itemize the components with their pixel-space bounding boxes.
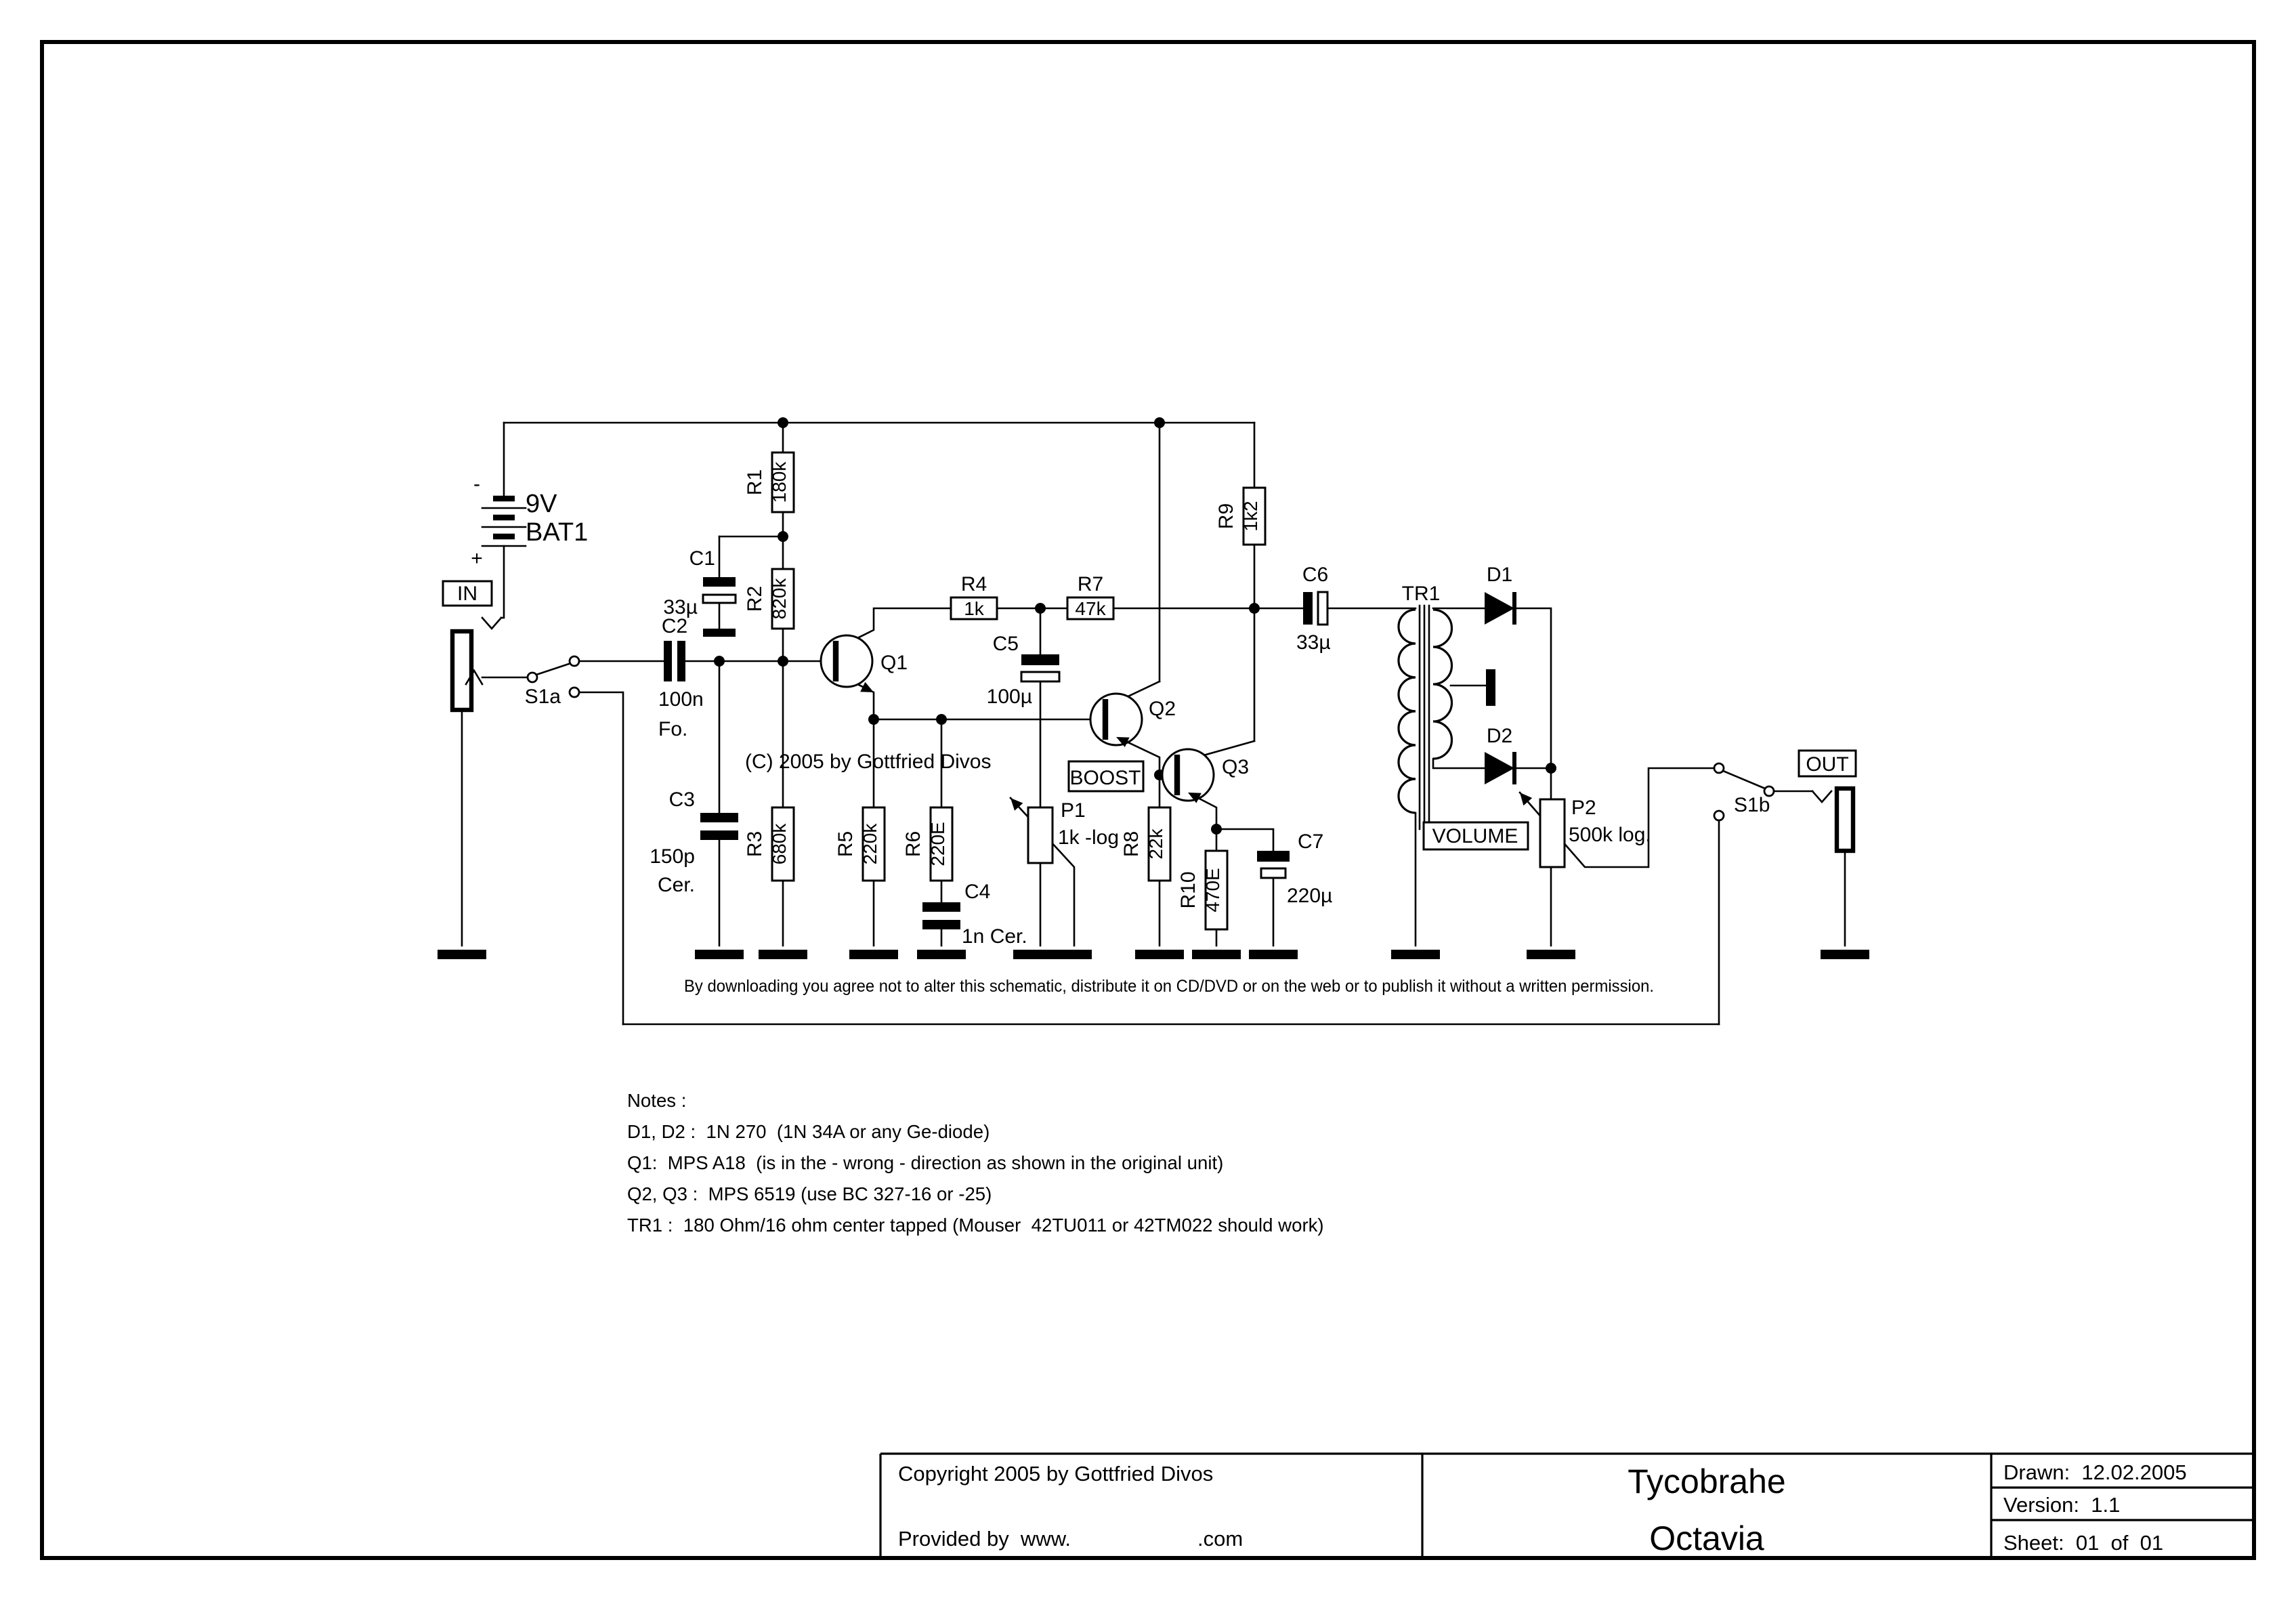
- capacitor-c3: [650, 788, 738, 896]
- r7-designator: R7: [1077, 573, 1104, 595]
- r10-designator: R10: [1177, 871, 1199, 909]
- r1-value: 180k: [769, 461, 790, 503]
- output-jack: [1799, 751, 1856, 851]
- c7-designator: C7: [1298, 830, 1324, 853]
- resistor-r8: [1120, 807, 1170, 881]
- c3-designator: C3: [668, 788, 695, 811]
- r4-designator: R4: [960, 573, 987, 595]
- tr1-centertap-ground: [1486, 669, 1495, 706]
- c2-designator: C2: [661, 615, 688, 637]
- tr1-label: TR1: [1401, 583, 1441, 605]
- resistor-r10: [1177, 851, 1227, 929]
- d1-designator: D1: [1486, 564, 1513, 586]
- c6-designator: C6: [1302, 564, 1329, 586]
- inline-copyright: (C) 2005 by Gottfried Divos: [745, 751, 992, 773]
- capacitor-c4: [922, 881, 1027, 948]
- resistor-r1: [744, 452, 794, 512]
- r6-value: 220E: [927, 822, 948, 866]
- c5-value: 100µ: [986, 686, 1032, 708]
- r9-designator: R9: [1215, 503, 1237, 530]
- ground-bars: [438, 950, 1869, 959]
- d2-designator: D2: [1486, 725, 1513, 747]
- boost-label-box: [1069, 761, 1143, 791]
- r10-value: 470E: [1202, 868, 1223, 912]
- diode-d2: [1485, 725, 1514, 784]
- r5-designator: R5: [834, 830, 857, 858]
- c3-note: Cer.: [657, 874, 695, 896]
- c7-value: 220µ: [1287, 885, 1333, 907]
- out-label: OUT: [1806, 753, 1849, 776]
- battery-minus-label: -: [473, 473, 480, 495]
- in-jack-tip-contact: [482, 618, 501, 629]
- r3-designator: R3: [744, 830, 766, 858]
- r3-value: 680k: [769, 823, 790, 865]
- titleblock-product-line2: Octavia: [1649, 1519, 1764, 1557]
- transistor-q1: [821, 635, 908, 692]
- switch-s1b: [1714, 763, 1774, 820]
- transistor-q2: [1090, 694, 1176, 747]
- c5-designator: C5: [992, 633, 1019, 655]
- note-q1: Q1: MPS A18 (is in the - wrong - direction as shown in the original unit): [627, 1152, 1224, 1173]
- battery-voltage-label: 9V: [526, 490, 557, 518]
- note-q2-q3: Q2, Q3 : MPS 6519 (use BC 327-16 or -25): [627, 1183, 992, 1204]
- out-jack-body: [1837, 788, 1853, 851]
- transformer-tr1: [1399, 583, 1495, 829]
- input-jack: [443, 581, 501, 710]
- titleblock-version: Version: 1.1: [2003, 1493, 2121, 1517]
- volume-label-box: [1424, 822, 1528, 849]
- r8-value: 22k: [1145, 828, 1166, 860]
- titleblock-sheet: Sheet: 01 of 01: [2003, 1531, 2164, 1555]
- resistor-r5: [834, 807, 885, 881]
- license-text: By downloading you agree not to alter this schematic, distribute it on CD/DVD or on the web or to publish it without a written permission.: [684, 977, 1654, 996]
- r9-value: 1k2: [1240, 501, 1261, 532]
- resistor-r3: [744, 807, 794, 881]
- resistor-r7: [1067, 573, 1113, 619]
- r2-designator: R2: [744, 585, 766, 612]
- q2-designator: Q2: [1149, 698, 1176, 720]
- titleblock-copyright: Copyright 2005 by Gottfried Divos: [898, 1462, 1214, 1486]
- battery-bat1: [471, 473, 588, 570]
- titleblock-drawn: Drawn: 12.02.2005: [2003, 1460, 2187, 1484]
- potentiometer-p2: [1520, 793, 1651, 867]
- capacitor-c2: [658, 615, 704, 740]
- title-block: [880, 1454, 2254, 1559]
- out-jack-tip-contact: [1812, 791, 1831, 802]
- notes-title: Notes :: [627, 1090, 687, 1111]
- transistor-q3: [1162, 749, 1249, 803]
- r1-designator: R1: [744, 469, 766, 496]
- c1-designator: C1: [689, 547, 715, 570]
- r6-designator: R6: [902, 830, 924, 858]
- c3-value: 150p: [650, 845, 695, 868]
- capacitor-c7: [1257, 830, 1332, 907]
- boost-label: BOOST: [1069, 767, 1141, 789]
- sheet-border: [42, 42, 2254, 1558]
- p2-value: 500k log.: [1569, 824, 1651, 846]
- r5-value: 220k: [859, 823, 880, 865]
- r8-designator: R8: [1120, 830, 1143, 858]
- potentiometer-p1: [1011, 798, 1119, 863]
- c2-note: Fo.: [658, 718, 688, 740]
- resistor-r6: [902, 807, 952, 881]
- r7-value: 47k: [1075, 598, 1106, 619]
- c4-value: 1n Cer.: [962, 925, 1027, 948]
- resistor-r2: [744, 569, 794, 629]
- battery-name-label: BAT1: [526, 518, 589, 547]
- notes-block: [627, 1090, 1324, 1236]
- titleblock-provided-prefix: Provided by www.: [898, 1527, 1071, 1551]
- c2-value: 100n: [658, 688, 704, 711]
- note-tr1: TR1 : 180 Ohm/16 ohm center tapped (Mouser 42TU011 or 42TM022 should work): [627, 1215, 1324, 1236]
- in-jack-body: [452, 631, 471, 710]
- p1-designator: P1: [1061, 799, 1086, 822]
- s1a-label: S1a: [524, 686, 561, 708]
- q3-designator: Q3: [1222, 756, 1250, 778]
- diode-d1: [1485, 564, 1514, 625]
- in-label: IN: [457, 583, 477, 605]
- switch-s1a: [525, 656, 579, 708]
- c1-value: 33µ: [663, 596, 698, 618]
- r4-value: 1k: [964, 598, 984, 619]
- battery-plus-label: +: [471, 547, 483, 570]
- volume-label: VOLUME: [1432, 825, 1518, 847]
- titleblock-provided-suffix: .com: [1197, 1527, 1243, 1551]
- capacitor-c5: [987, 633, 1059, 708]
- note-d1-d2: D1, D2 : 1N 270 (1N 34A or any Ge-diode): [627, 1121, 990, 1142]
- p1-value: 1k -log: [1058, 826, 1120, 849]
- q1-designator: Q1: [880, 652, 908, 674]
- titleblock-product-line1: Tycobrahe: [1628, 1462, 1786, 1500]
- s1b-label: S1b: [1734, 794, 1770, 816]
- r2-value: 820k: [769, 578, 790, 620]
- p2-designator: P2: [1571, 797, 1596, 819]
- resistor-r4: [951, 573, 997, 619]
- c4-designator: C4: [964, 881, 991, 903]
- resistor-r9: [1215, 488, 1265, 545]
- c6-value: 33µ: [1296, 631, 1331, 654]
